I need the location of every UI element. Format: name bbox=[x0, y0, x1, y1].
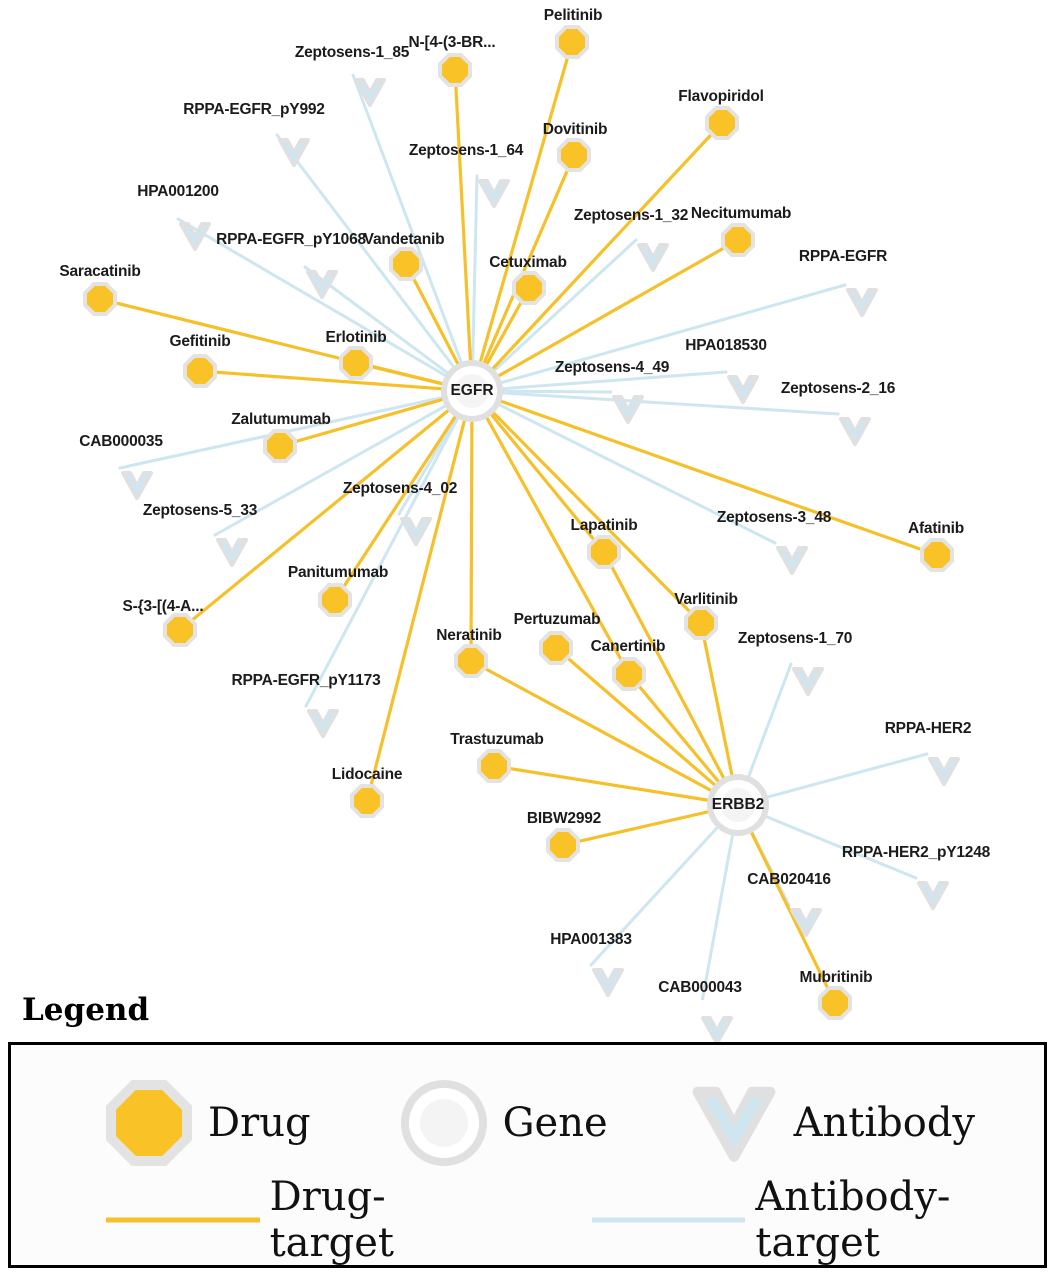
drug-node-erlotinib[interactable] bbox=[339, 346, 373, 380]
drug-node-varlitinib[interactable] bbox=[684, 606, 718, 640]
drug-label-n-4-3-br: N-[4-(3-BR... bbox=[408, 34, 496, 51]
drug-node-lapatinib[interactable] bbox=[587, 535, 621, 569]
edge bbox=[472, 391, 701, 623]
gene-label-erbb2: ERBB2 bbox=[711, 796, 765, 813]
gene-icon bbox=[401, 1080, 487, 1166]
drug-node-dovitinib[interactable] bbox=[557, 138, 591, 172]
legend-item-drug bbox=[106, 1080, 311, 1166]
antibody-label-zeptosens-1-70: Zeptosens-1_70 bbox=[737, 630, 853, 647]
edge bbox=[455, 70, 472, 391]
edge bbox=[277, 135, 472, 391]
legend-label-gene: Gene bbox=[502, 1100, 608, 1146]
drug-node-saracatinib[interactable] bbox=[83, 282, 117, 316]
drug-label-vandetanib: Vandetanib bbox=[363, 231, 445, 248]
drug-node-cetuximab[interactable] bbox=[512, 271, 546, 305]
antibody-label-cab020416: CAB020416 bbox=[747, 871, 831, 888]
antibody-label-zeptosens-5-33: Zeptosens-5_33 bbox=[142, 502, 258, 519]
drug-label-panitumumab: Panitumumab bbox=[287, 564, 389, 581]
edge bbox=[471, 391, 472, 661]
drug-label-bibw2992: BIBW2992 bbox=[526, 810, 602, 827]
drug-label-saracatinib: Saracatinib bbox=[59, 263, 141, 280]
drug-label-afatinib: Afatinib bbox=[907, 520, 965, 537]
antibody-label-zeptosens-3-48: Zeptosens-3_48 bbox=[716, 509, 832, 526]
legend-item-antibody bbox=[690, 1079, 975, 1167]
antibody-label-cab000035: CAB000035 bbox=[79, 433, 163, 450]
drug-label-varlitinib: Varlitinib bbox=[674, 591, 738, 608]
drug-label-necitumumab: Necitumumab bbox=[690, 205, 792, 222]
antibody-label-zeptosens-1-85: Zeptosens-1_85 bbox=[294, 44, 410, 61]
antibody-label-rppa-egfr-py992: RPPA-EGFR_pY992 bbox=[183, 101, 325, 118]
legend-label-drug: Drug bbox=[208, 1100, 311, 1146]
legend-item-gene bbox=[401, 1080, 608, 1166]
legend-item-antibody-target bbox=[592, 1174, 1044, 1266]
drug-label-erlotinib: Erlotinib bbox=[325, 329, 387, 346]
drug-label-zalutumumab: Zalutumumab bbox=[231, 411, 331, 428]
drug-label-pertuzumab: Pertuzumab bbox=[513, 611, 601, 628]
legend-label-antibody: Antibody bbox=[793, 1100, 976, 1146]
drug-label-lapatinib: Lapatinib bbox=[570, 517, 638, 534]
drug-node-s-3-4-a[interactable] bbox=[163, 613, 197, 647]
drug-node-mubritinib[interactable] bbox=[818, 986, 852, 1020]
drug-label-flavopiridol: Flavopiridol bbox=[678, 88, 764, 105]
drug-target-edge-icon bbox=[106, 1207, 260, 1233]
drug-label-trastuzumab: Trastuzumab bbox=[450, 731, 544, 748]
drug-label-neratinib: Neratinib bbox=[436, 627, 502, 644]
drug-node-canertinib[interactable] bbox=[612, 657, 646, 691]
drug-node-neratinib[interactable] bbox=[454, 644, 488, 678]
drug-label-lidocaine: Lidocaine bbox=[331, 766, 403, 783]
legend-item-drug-target bbox=[106, 1174, 487, 1266]
legend-shapes-row bbox=[11, 1075, 1044, 1171]
legend-edges-row bbox=[11, 1174, 1044, 1266]
antibody-label-hpa001200: HPA001200 bbox=[137, 183, 219, 200]
antibody-label-rppa-egfr-py1173: RPPA-EGFR_pY1173 bbox=[231, 672, 381, 689]
antibody-label-rppa-her2: RPPA-HER2 bbox=[884, 720, 972, 737]
legend-title: Legend bbox=[22, 992, 150, 1028]
drug-node-trastuzumab[interactable] bbox=[477, 749, 511, 783]
drug-node-necitumumab[interactable] bbox=[721, 223, 755, 257]
antibody-label-cab000043: CAB000043 bbox=[658, 979, 742, 996]
drug-node-panitumumab[interactable] bbox=[318, 583, 352, 617]
drug-label-mubritinib: Mubritinib bbox=[799, 969, 873, 986]
legend-label-drug-target: Drug-target bbox=[269, 1174, 394, 1266]
antibody-label-zeptosens-4-49: Zeptosens-4_49 bbox=[554, 359, 670, 376]
drug-label-dovitinib: Dovitinib bbox=[542, 121, 608, 138]
drug-node-gefitinib[interactable] bbox=[183, 354, 217, 388]
antibody-label-zeptosens-1-32: Zeptosens-1_32 bbox=[573, 207, 689, 224]
drug-node-pelitinib[interactable] bbox=[555, 25, 589, 59]
antibody-label-rppa-her2-py1248: RPPA-HER2_pY1248 bbox=[841, 844, 991, 861]
antibody-target-edge-icon bbox=[592, 1207, 746, 1233]
drug-node-zalutumumab[interactable] bbox=[263, 429, 297, 463]
legend-box bbox=[8, 1042, 1047, 1268]
gene-node-egfr[interactable] bbox=[441, 360, 503, 422]
antibody-label-hpa018530: HPA018530 bbox=[685, 337, 767, 354]
gene-label-egfr: EGFR bbox=[450, 382, 494, 399]
drug-label-gefitinib: Gefitinib bbox=[169, 333, 231, 350]
antibody-label-rppa-egfr-py1068: RPPA-EGFR_pY1068 bbox=[216, 231, 366, 248]
drug-node-bibw2992[interactable] bbox=[546, 828, 580, 862]
antibody-label-zeptosens-2-16: Zeptosens-2_16 bbox=[780, 380, 896, 397]
antibody-label-zeptosens-1-64: Zeptosens-1_64 bbox=[408, 142, 524, 159]
legend-label-antibody-target: Antibody-target bbox=[755, 1174, 951, 1266]
antibody-label-zeptosens-4-02: Zeptosens-4_02 bbox=[342, 480, 458, 497]
drug-node-pertuzumab[interactable] bbox=[539, 631, 573, 665]
drug-label-s-3-4-a: S-{3-[(4-A... bbox=[122, 598, 204, 615]
drug-label-canertinib: Canertinib bbox=[590, 638, 666, 655]
gene-node-erbb2[interactable] bbox=[707, 774, 769, 836]
antibody-label-hpa001383: HPA001383 bbox=[550, 931, 632, 948]
drug-node-n-4-3-br[interactable] bbox=[438, 53, 472, 87]
antibody-label-rppa-egfr: RPPA-EGFR bbox=[798, 248, 888, 265]
drug-node-lidocaine[interactable] bbox=[350, 784, 384, 818]
drug-node-vandetanib[interactable] bbox=[389, 247, 423, 281]
drug-icon bbox=[106, 1080, 192, 1166]
antibody-icon bbox=[690, 1079, 778, 1167]
drug-label-cetuximab: Cetuximab bbox=[489, 254, 567, 271]
drug-node-flavopiridol[interactable] bbox=[705, 106, 739, 140]
drug-node-afatinib[interactable] bbox=[920, 538, 954, 572]
drug-label-pelitinib: Pelitinib bbox=[543, 7, 603, 24]
